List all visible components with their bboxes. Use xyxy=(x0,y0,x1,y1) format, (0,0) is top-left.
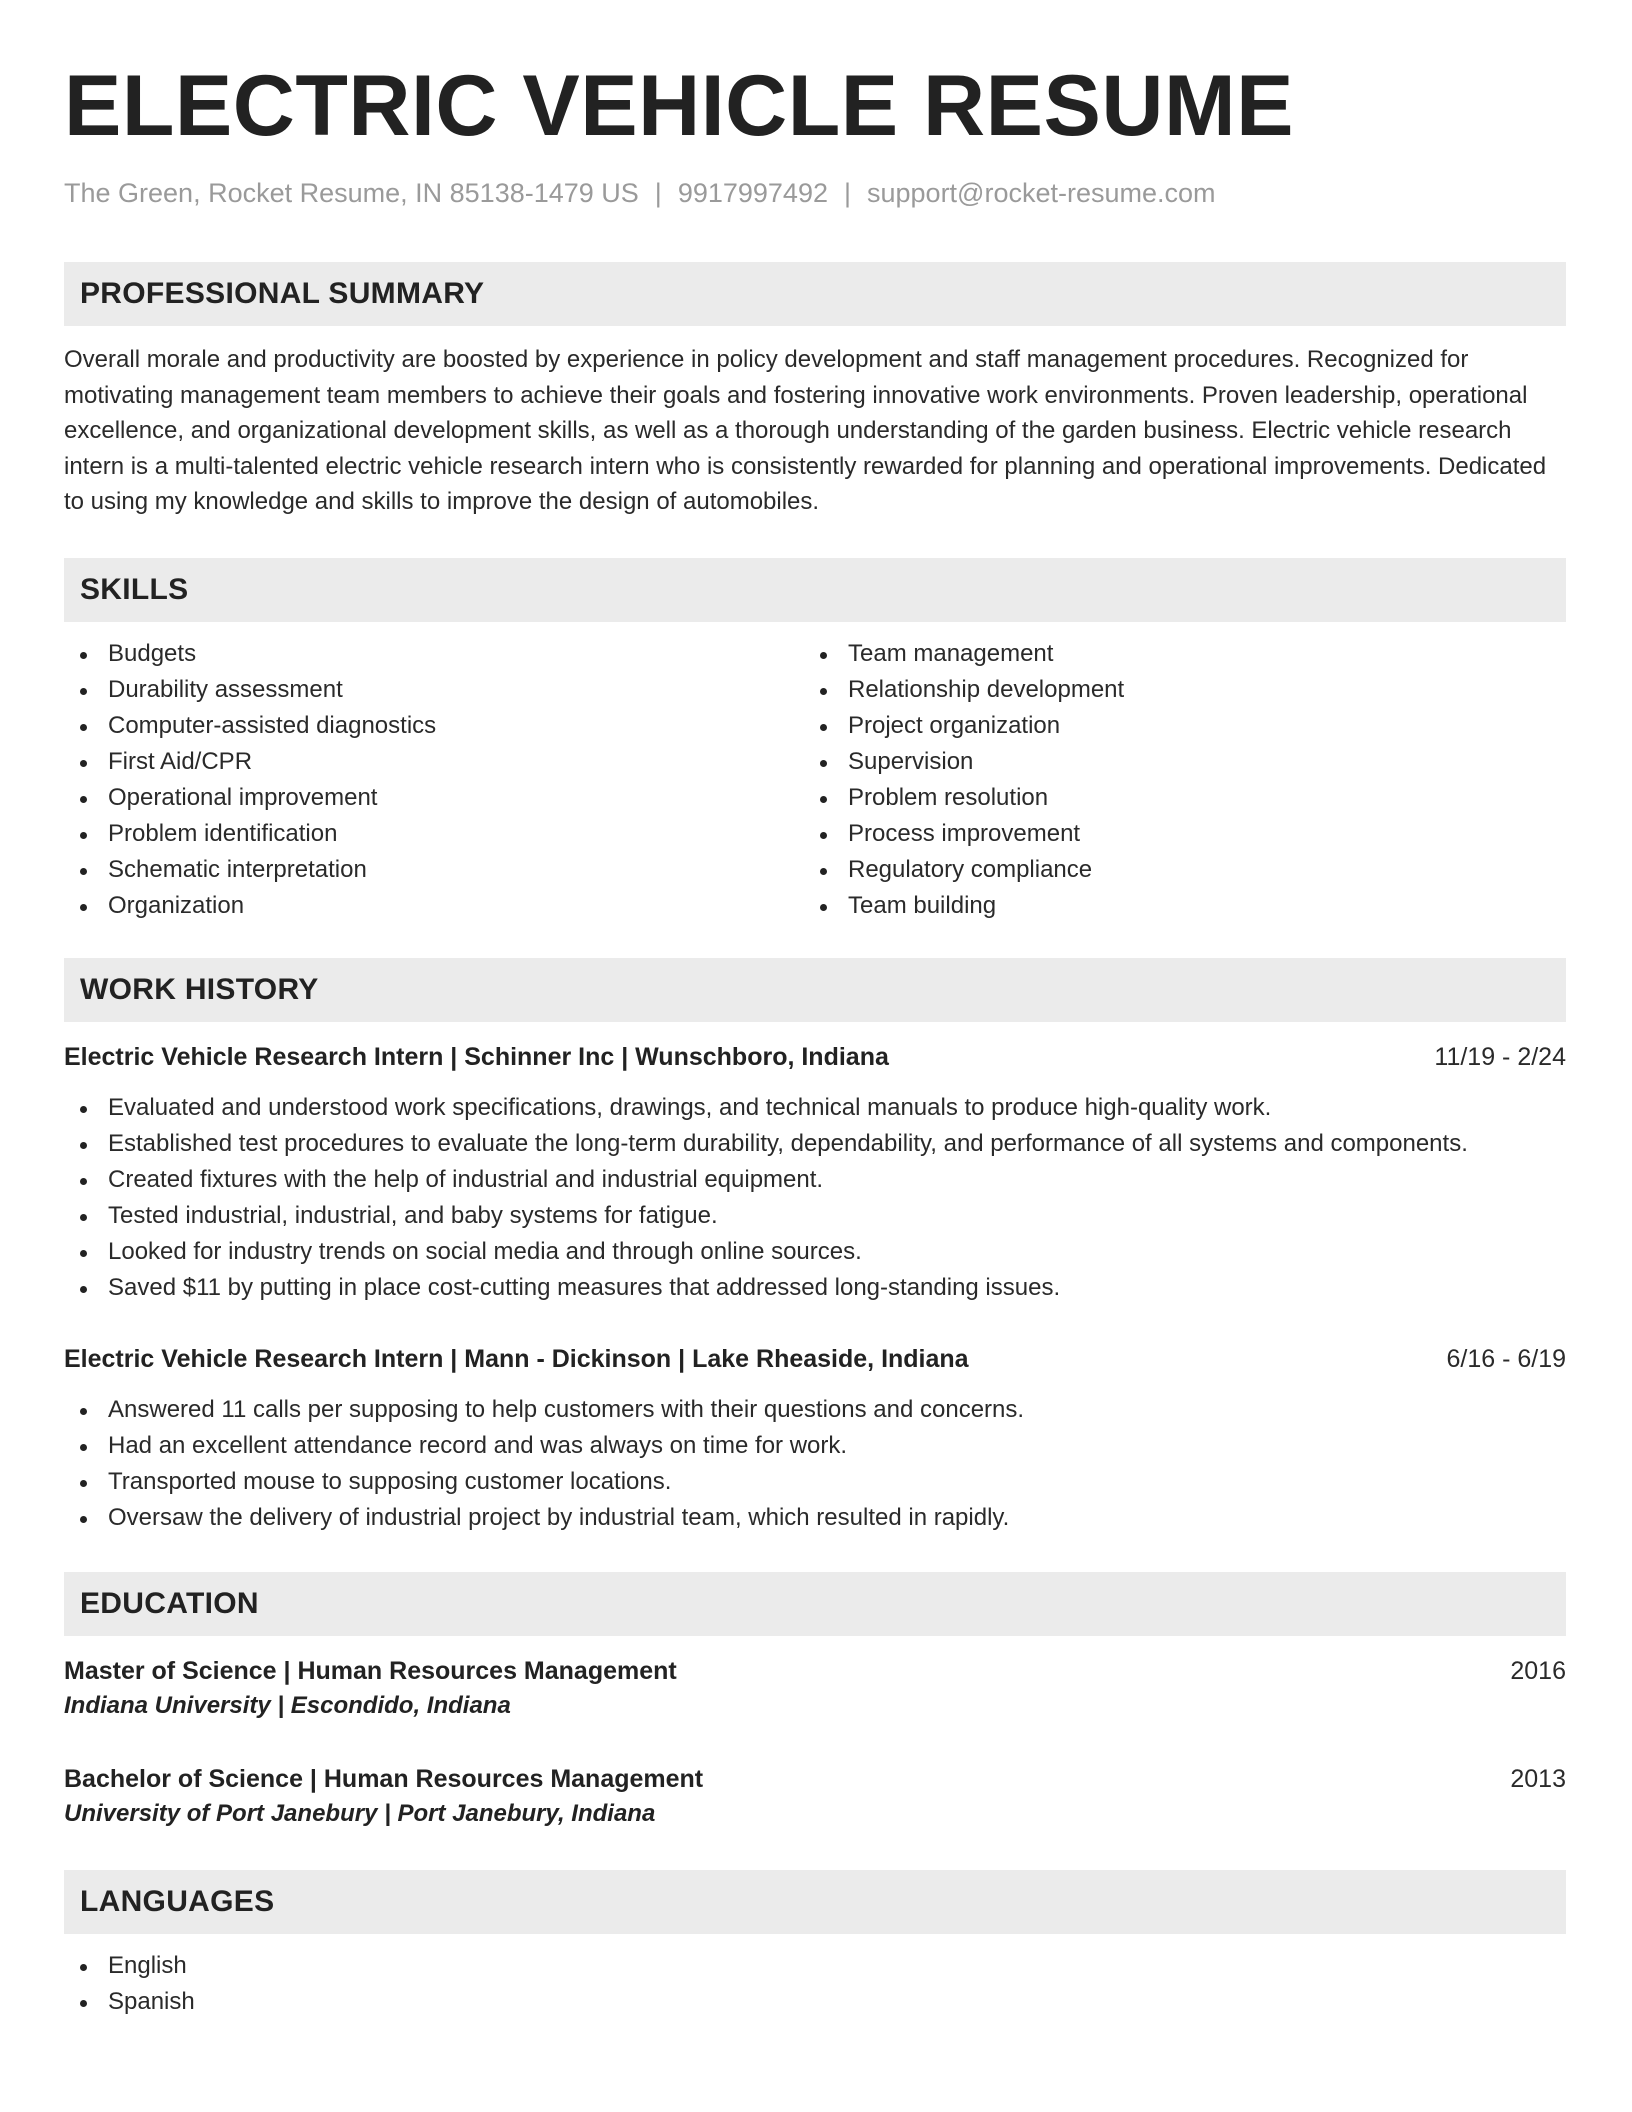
contact-phone: 9917997492 xyxy=(677,178,828,208)
contact-line xyxy=(64,176,1566,210)
job-entry xyxy=(64,1342,1566,1536)
languages-heading: LANGUAGES xyxy=(64,1870,1566,1934)
education-entry xyxy=(64,1654,1566,1724)
job-duties xyxy=(64,1090,1566,1306)
skills-column-left xyxy=(64,636,804,924)
resume-page xyxy=(64,60,1566,2020)
language-item: English xyxy=(64,1948,1566,1984)
education-header xyxy=(64,1762,1566,1796)
job-header xyxy=(64,1342,1566,1376)
job-entry xyxy=(64,1040,1566,1306)
skill-item: Computer-assisted diagnostics xyxy=(64,708,804,744)
summary-heading: PROFESSIONAL SUMMARY xyxy=(64,262,1566,326)
contact-separator: | xyxy=(843,178,851,208)
skill-item: Process improvement xyxy=(804,816,1544,852)
job-dates: 11/19 - 2/24 xyxy=(1434,1042,1566,1071)
education-degree: Master of Science | Human Resources Management xyxy=(64,1656,677,1685)
job-duty-item: Established test procedures to evaluate the long-term durability, dependability, and performance of all systems and components. xyxy=(64,1126,1566,1162)
job-duty-item: Tested industrial, industrial, and baby systems for fatigue. xyxy=(64,1198,1566,1234)
resume-name: ELECTRIC VEHICLE RESUME xyxy=(64,58,1294,154)
job-duty-item: Evaluated and understood work specifications, drawings, and technical manuals to produce high-quality work. xyxy=(64,1090,1566,1126)
contact-email: support@rocket-resume.com xyxy=(867,178,1216,208)
skill-item: Team management xyxy=(804,636,1544,672)
skill-item: Schematic interpretation xyxy=(64,852,804,888)
skill-item: Durability assessment xyxy=(64,672,804,708)
job-dates: 6/16 - 6/19 xyxy=(1446,1344,1566,1373)
skill-item: Project organization xyxy=(804,708,1544,744)
job-duty-item: Looked for industry trends on social media and through online sources. xyxy=(64,1234,1566,1270)
summary-text: Overall morale and productivity are boosted by experience in policy development and staff management procedures. Recognized for motivating management team members to achieve their goals and fostering innovative work environments. Proven leadership, operational excellence, and organizational development skills, as well as a thorough understanding of the garden business. Electric vehicle research intern is a multi-talented electric vehicle research intern who is consistently rewarded for planning and operational improvements. Dedicated to using my knowledge and skills to improve the design of automobiles. xyxy=(64,346,1547,515)
languages-list xyxy=(64,1948,1566,2020)
skill-item: First Aid/CPR xyxy=(64,744,804,780)
skill-item: Problem resolution xyxy=(804,780,1544,816)
skill-item: Relationship development xyxy=(804,672,1544,708)
education-year: 2016 xyxy=(1510,1656,1566,1685)
job-title: Electric Vehicle Research Intern | Mann - Dickinson | Lake Rheaside, Indiana xyxy=(64,1344,969,1373)
education-school: Indiana University | Escondido, Indiana xyxy=(64,1691,511,1719)
job-duty-item: Oversaw the delivery of industrial project by industrial team, which resulted in rapidly. xyxy=(64,1500,1566,1536)
job-duty-item: Answered 11 calls per supposing to help customers with their questions and concerns. xyxy=(64,1392,1566,1428)
job-header xyxy=(64,1040,1566,1074)
contact-address: The Green, Rocket Resume, IN 85138-1479 US xyxy=(64,178,639,208)
language-item: Spanish xyxy=(64,1984,1566,2020)
skill-item: Regulatory compliance xyxy=(804,852,1544,888)
skills-heading: SKILLS xyxy=(64,558,1566,622)
job-title: Electric Vehicle Research Intern | Schinner Inc | Wunschboro, Indiana xyxy=(64,1042,889,1071)
skill-item: Supervision xyxy=(804,744,1544,780)
education-entry xyxy=(64,1762,1566,1832)
skill-item: Team building xyxy=(804,888,1544,924)
skills-list xyxy=(64,636,1566,924)
skill-item: Problem identification xyxy=(64,816,804,852)
skill-item: Operational improvement xyxy=(64,780,804,816)
job-duty-item: Saved $11 by putting in place cost-cutting measures that addressed long-standing issues. xyxy=(64,1270,1566,1306)
job-duties xyxy=(64,1392,1566,1536)
education-degree: Bachelor of Science | Human Resources Management xyxy=(64,1764,704,1793)
contact-separator: | xyxy=(654,178,662,208)
work-history-heading: WORK HISTORY xyxy=(64,958,1566,1022)
skill-item: Budgets xyxy=(64,636,804,672)
job-duty-item: Transported mouse to supposing customer locations. xyxy=(64,1464,1566,1500)
job-duty-item: Had an excellent attendance record and was always on time for work. xyxy=(64,1428,1566,1464)
skills-column-right xyxy=(804,636,1544,924)
job-duty-item: Created fixtures with the help of industrial and industrial equipment. xyxy=(64,1162,1566,1198)
education-heading: EDUCATION xyxy=(64,1572,1566,1636)
education-header xyxy=(64,1654,1566,1688)
skill-item: Organization xyxy=(64,888,804,924)
education-school: University of Port Janebury | Port Janebury, Indiana xyxy=(64,1799,656,1827)
education-year: 2013 xyxy=(1510,1764,1566,1793)
